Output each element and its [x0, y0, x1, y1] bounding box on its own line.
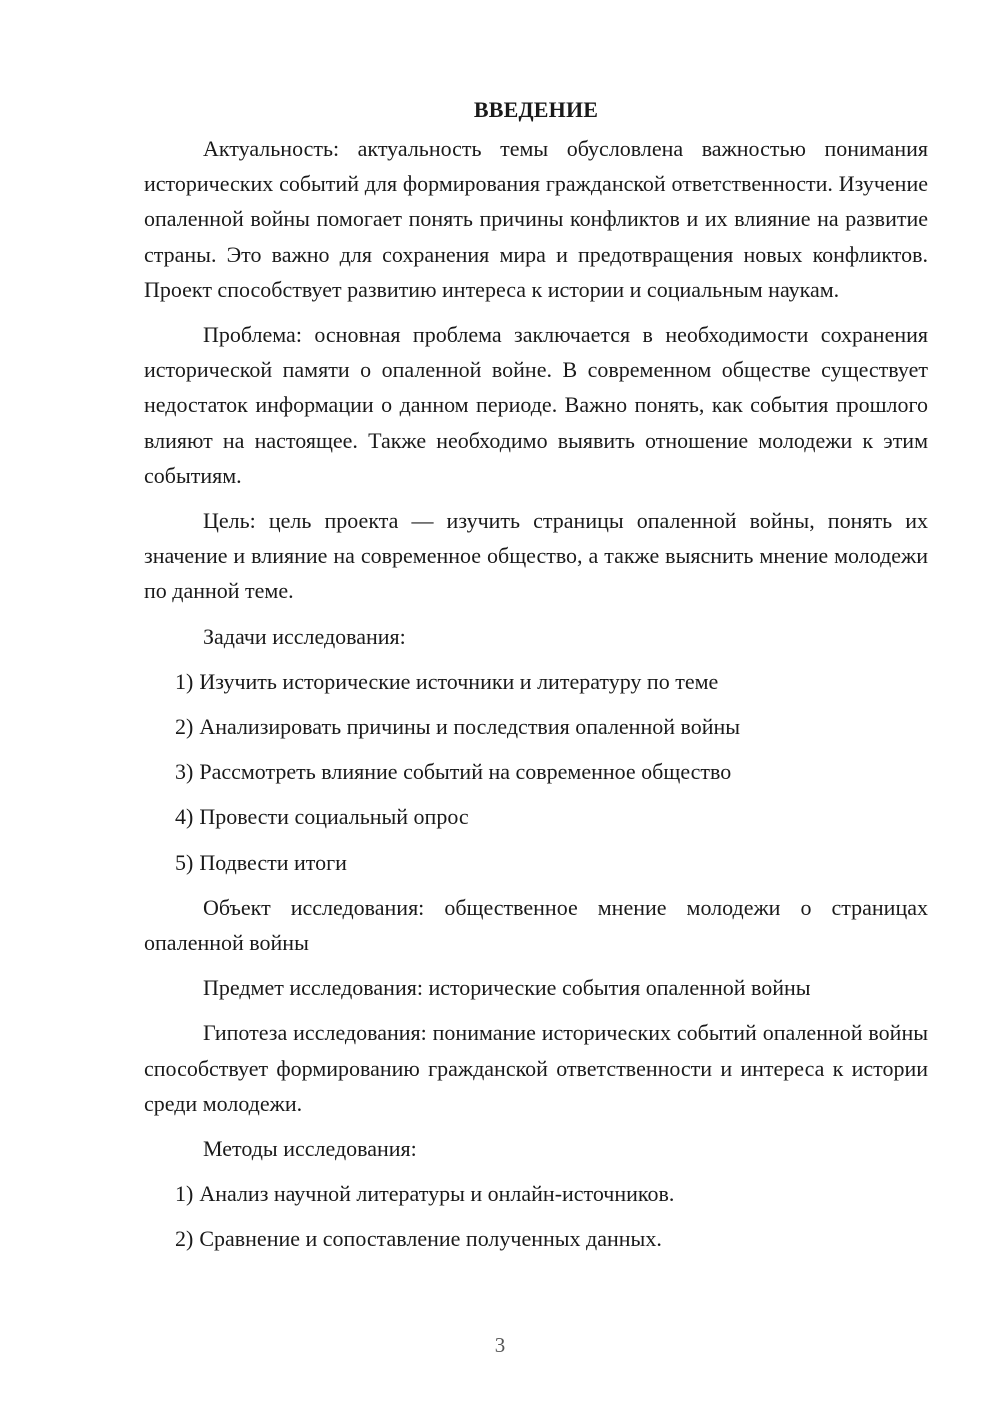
list-item — [144, 845, 928, 880]
hypothesis-paragraph: Гипотеза исследования: понимание исторических событий опаленной войны способствует формированию гражданской ответственности и интереса к истории среди молодежи. — [144, 1020, 928, 1116]
tasks-list — [144, 664, 928, 880]
page-body — [144, 92, 928, 1267]
list-item-number: 1) — [175, 668, 194, 694]
list-item-text: Рассмотреть влияние событий на современное общество — [199, 759, 732, 785]
list-item — [144, 754, 928, 789]
methods-list — [144, 1176, 928, 1256]
list-item-number: 2) — [175, 1226, 194, 1252]
page-title: ВВЕДЕНИЕ — [473, 97, 599, 122]
list-item — [144, 709, 928, 744]
goal-paragraph: Цель: цель проекта — изучить страницы опаленной войны, понять их значение и влияние на современное общество, а также выяснить мнение молодежи по данной теме. — [144, 508, 928, 604]
relevance-paragraph: Актуальность: актуальность темы обусловлена важностью понимания исторических событий для формирования гражданской ответственности. Изучение опаленной войны помогает понять причины конфликтов и их влияние на развитие страны. Это важно для сохранения мира и предотвращения новых конфликтов. Проект способствует развитию интереса к истории и социальным наукам. — [144, 136, 928, 302]
list-item-number: 5) — [175, 849, 194, 875]
list-item — [144, 664, 928, 699]
list-item — [144, 1221, 928, 1256]
list-item-number: 1) — [175, 1181, 194, 1207]
list-item-number: 2) — [175, 714, 194, 740]
list-item-text: Подвести итоги — [199, 849, 347, 875]
list-item — [144, 1176, 928, 1211]
tasks-heading: Задачи исследования: — [203, 623, 406, 649]
list-item-text: Изучить исторические источники и литературу по теме — [199, 668, 719, 694]
list-item-number: 3) — [175, 759, 194, 785]
methods-heading: Методы исследования: — [203, 1136, 417, 1162]
list-item-number: 4) — [175, 804, 194, 830]
list-item — [144, 799, 928, 834]
object-paragraph: Объект исследования: общественное мнение молодежи о страницах опаленной войны — [144, 894, 928, 956]
page-number: 3 — [494, 1333, 506, 1357]
list-item-text: Провести социальный опрос — [199, 804, 469, 830]
subject-paragraph: Предмет исследования: исторические события опаленной войны — [203, 975, 811, 1001]
list-item-text: Анализировать причины и последствия опаленной войны — [199, 714, 741, 740]
list-item-text: Сравнение и сопоставление полученных данных. — [199, 1226, 662, 1252]
list-item-text: Анализ научной литературы и онлайн-источников. — [199, 1181, 675, 1207]
problem-paragraph: Проблема: основная проблема заключается в необходимости сохранения исторической памяти о опаленной войне. В современном обществе существует недостаток информации о данном периоде. Важно понять, как события прошлого влияют на настоящее. Также необходимо выявить отношение молодежи к этим событиям. — [144, 322, 928, 488]
